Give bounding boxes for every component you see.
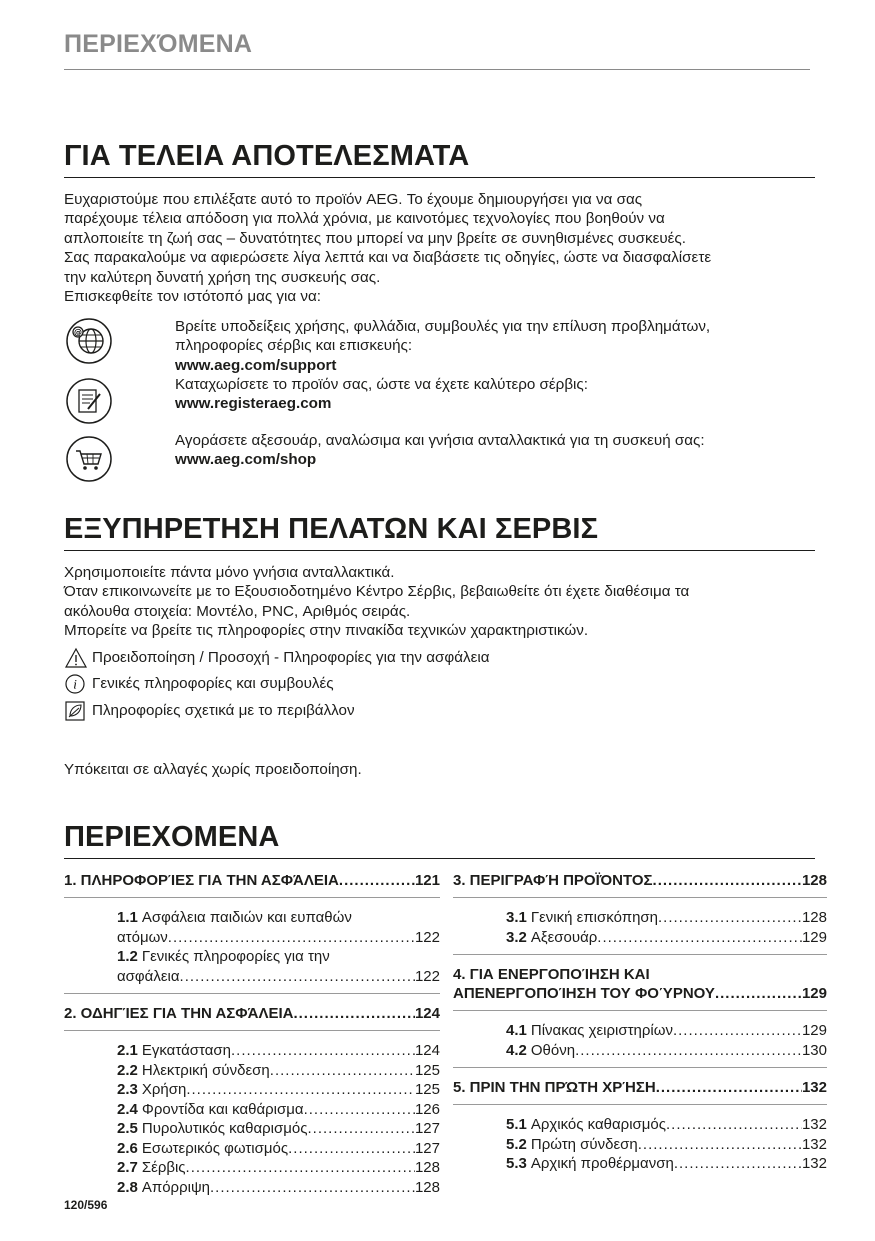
register-link-block: Καταχωρίσετε το προϊόν σας, ώστε να έχετε καλύτερο σέρβις: www.registeraeg.com — [175, 375, 815, 414]
shopping-cart-icon — [64, 434, 114, 484]
toc-item-5-3[interactable]: 5.3 Αρχική προθέρμανση ..... 132 — [453, 1154, 827, 1174]
toc-chapter-1[interactable]: 1. ΠΛΗΡΟΦΟΡΊΕΣ ΓΙΑ ΤΗΝ ΑΣΦΆΛΕΙΑ ..... 121 — [64, 871, 440, 890]
register-form-icon — [64, 376, 114, 426]
toc-item-4-2[interactable]: 4.2 Οθόνη ..... 130 — [453, 1041, 827, 1061]
toc-item-2-7[interactable]: 2.7 Σέρβις ..... 128 — [64, 1158, 440, 1178]
section-title-contents: ΠΕΡΙΕΧΟΜΕΝΑ — [64, 819, 815, 859]
toc-item-5-2[interactable]: 5.2 Πρώτη σύνδεση ..... 132 — [453, 1135, 827, 1155]
toc-divider — [64, 897, 440, 898]
environment-leaf-icon — [64, 700, 88, 722]
toc-item-3-1[interactable]: 3.1 Γενική επισκόπηση ..... 128 — [453, 908, 827, 928]
toc-item-2-8[interactable]: 2.8 Απόρριψη ..... 128 — [64, 1178, 440, 1198]
toc-divider — [453, 1067, 827, 1068]
toc-chapter-2[interactable]: 2. ΟΔΗΓΊΕΣ ΓΙΑ ΤΗΝ ΑΣΦΆΛΕΙΑ ..... 124 — [64, 1004, 440, 1023]
toc-chapter-5[interactable]: 5. ΠΡΙΝ ΤΗΝ ΠΡΏΤΗ ΧΡΉΣΗ ..... 132 — [453, 1078, 827, 1097]
legend-info: i Γενικές πληροφορίες και συμβουλές — [64, 673, 334, 695]
toc-item-4-1[interactable]: 4.1 Πίνακας χειριστηρίων ..... 129 — [453, 1021, 827, 1041]
support-url-link[interactable]: www.aeg.com/support — [175, 356, 337, 374]
svg-text:@: @ — [74, 328, 82, 337]
toc-chapter-3[interactable]: 3. ΠΕΡΙΓΡΑΦΉ ΠΡΟΪΌΝΤΟΣ ..... 128 — [453, 871, 827, 890]
toc-item-2-1[interactable]: 2.1 Εγκατάσταση ..... 124 — [64, 1041, 440, 1061]
service-paragraph: Χρησιμοποιείτε πάντα μόνο γνήσια ανταλλακτικά. Όταν επικοινωνείτε με το Εξουσιοδοτημένο Κέντρο Σέρβις, βεβαιωθείτε ότι έχετε διαθέσιμα τα ακόλουθα στοιχεία: Μοντέλο, PNC, Αριθμός σειράς. Μπορείτε να βρείτε τις πληροφορίες στην πινακίδα τεχνικών χαρακτηριστικών. — [64, 564, 690, 640]
toc-item-2-2[interactable]: 2.2 Ηλεκτρική σύνδεση ..... 125 — [64, 1061, 440, 1081]
change-notice: Υπόκειται σε αλλαγές χωρίς προειδοποίηση. — [64, 761, 362, 778]
toc-divider — [64, 1030, 440, 1031]
running-head — [64, 30, 810, 70]
toc-divider — [453, 897, 827, 898]
legend-warning: Προειδοποίηση / Προσοχή - Πληροφορίες για την ασφάλεια — [64, 647, 490, 669]
toc-item-2-3[interactable]: 2.3 Χρήση ..... 125 — [64, 1080, 440, 1100]
section-title-results: ΓΙΑ ΤΕΛΕΙΑ ΑΠΟΤΕΛΕΣΜΑΤΑ — [64, 138, 815, 178]
toc-item-1-2[interactable]: 1.2 Γενικές πληροφορίες για την ασφάλεια ..... 122 — [64, 947, 440, 986]
running-head-title: ΠΕΡΙΕΧΌΜΕΝΑ — [64, 30, 253, 58]
toc-item-2-5[interactable]: 2.5 Πυρολυτικός καθαρισμός ..... 127 — [64, 1119, 440, 1139]
svg-text:i: i — [73, 676, 77, 692]
toc-item-2-4[interactable]: 2.4 Φροντίδα και καθάρισμα ..... 126 — [64, 1100, 440, 1120]
page-number: 120/596 — [64, 1198, 108, 1212]
toc-chapter-4[interactable]: 4. ΓΙΑ ΕΝΕΡΓΟΠΟΊΗΣΗ ΚΑΙ ΑΠΕΝΕΡΓΟΠΟΊΗΣΗ ΤΟΥ ΦΟΎΡΝΟΥ ..... 129 — [453, 965, 827, 1003]
toc-item-2-6[interactable]: 2.6 Εσωτερικός φωτισμός ..... 127 — [64, 1139, 440, 1159]
toc-divider — [64, 993, 440, 994]
shop-link-block: Αγοράσετε αξεσουάρ, αναλώσιμα και γνήσια ανταλλακτικά για τη συσκευή σας: www.aeg.com/shop — [175, 431, 815, 470]
toc-right-column — [453, 871, 827, 1174]
register-url-link[interactable]: www.registeraeg.com — [175, 395, 332, 413]
support-link-block: Βρείτε υποδείξεις χρήσης, φυλλάδια, συμβουλές για την επίλυση προβλημάτων, πληροφορίες σέρβις και επισκευής: www.aeg.com/support — [175, 317, 815, 375]
toc-item-1-1[interactable]: 1.1 Ασφάλεια παιδιών και ευπαθών ατόμων ..... 122 — [64, 908, 440, 947]
warning-triangle-icon — [64, 647, 88, 669]
toc-divider — [453, 954, 827, 955]
legend-environment: Πληροφορίες σχετικά με το περιβάλλον — [64, 700, 355, 722]
toc-divider — [453, 1104, 827, 1105]
toc-item-3-2[interactable]: 3.2 Αξεσουάρ ..... 129 — [453, 928, 827, 948]
shop-url-link[interactable]: www.aeg.com/shop — [175, 451, 317, 469]
intro-paragraph: Ευχαριστούμε που επιλέξατε αυτό το προϊόν AEG. Το έχουμε δημιουργήσει για να σας παρέχουμε τέλεια απόδοση για πολλά χρόνια, με καινοτόμες τεχνολογίες που βοηθούν να απλοποιείτε τη ζωή σας – δυνατότητες που μπορεί να μην βρείτε σε συνηθισμένες συσκευές. Σας παρακαλούμε να αφιερώσετε λίγα λεπτά και να διαβάσετε τις οδηγίες, ώστε να διασφαλίσετε την καλύτερη δυνατή χρήση της συσκευής σας. Επισκεφθείτε τον ιστότοπό μας για να: — [64, 191, 712, 306]
toc-left-column — [64, 871, 440, 1197]
info-circle-icon — [64, 673, 88, 695]
toc-divider — [453, 1010, 827, 1011]
section-title-service: ΕΞΥΠΗΡΕΤΗΣΗ ΠΕΛΑΤΩΝ ΚΑΙ ΣΕΡΒΙΣ — [64, 511, 815, 551]
toc-item-5-1[interactable]: 5.1 Αρχικός καθαρισμός ..... 132 — [453, 1115, 827, 1135]
globe-at-icon — [64, 316, 114, 366]
